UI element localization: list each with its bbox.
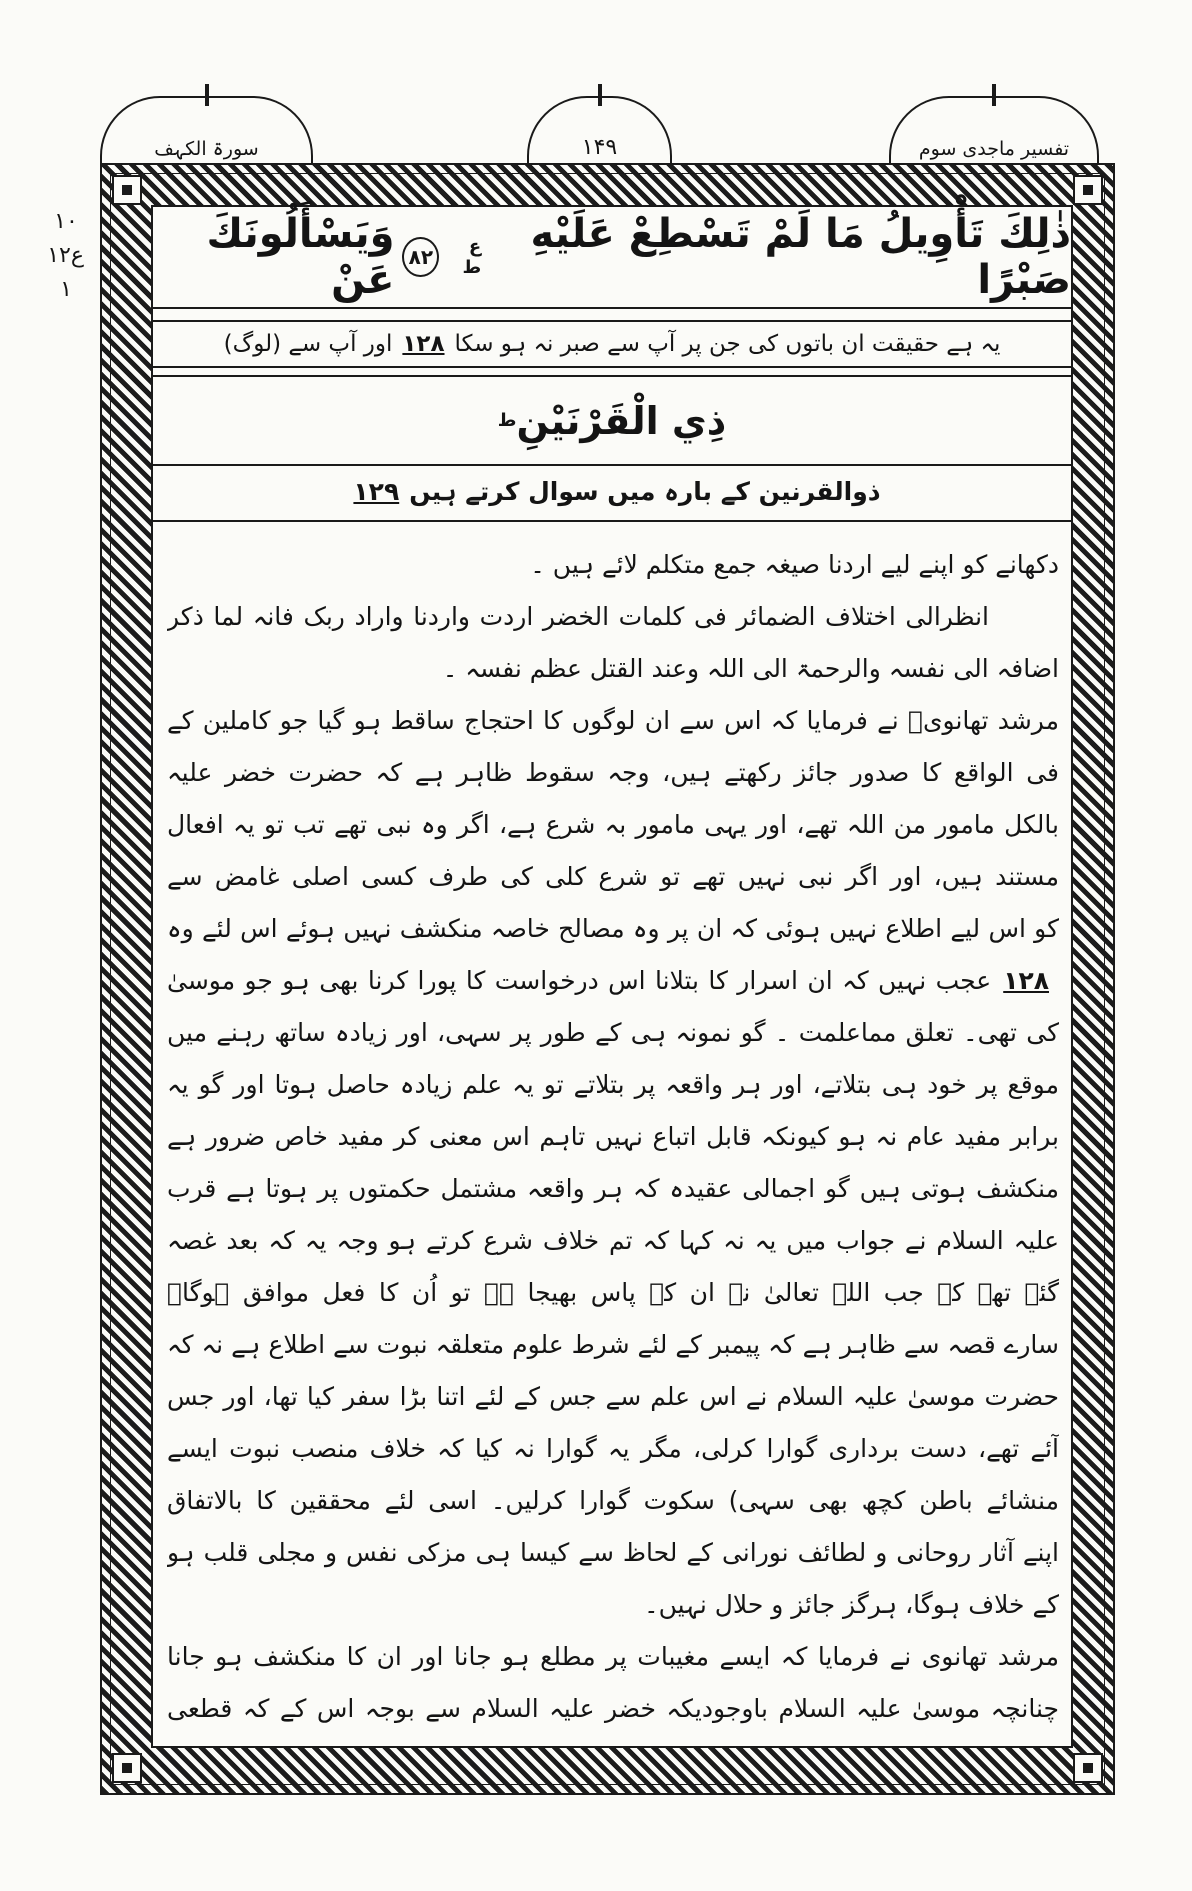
body-line: موقع پر خود ہی بتلاتے، اور ہر واقعہ پر بتلاتے تو یہ علم زیادہ حاصل ہوتا اور گو یہ — [167, 1070, 1059, 1099]
body-line: چنانچہ موسیٰ علیہ السلام باوجودیکہ خضر علیہ السلام سے بوجہ اس کے کہ قطعی — [167, 1694, 1059, 1723]
body-line: دکھانے کو اپنے لیے اردنا صیغہ جمع متکلم لائے ہیں ۔ — [530, 550, 1059, 579]
header-tab-book — [889, 96, 1099, 166]
translation-text: ذوالقرنین کے بارہ میں سوال کرتے ہیں — [409, 476, 881, 506]
body-line: مستند ہیں، اور اگر نبی نہیں تھے تو شرع کلی کی طرف کسی اصلی غامض سے — [167, 862, 1059, 891]
body-line: کو اس لیے اطلاع نہیں ہوئی کہ ان پر وہ مصالح خاصہ منکشف نہیں ہوئے اس لئے وہ — [167, 914, 1059, 943]
body-line: علیہ السلام نے جواب میں یہ نہ کہا کہ تم خلاف شرع کرتے ہو وجہ یہ کہ بعد غصہ — [167, 1226, 1059, 1255]
body-line: اضافہ الی نفسہ والرحمۃ الی اللہ وعند القتل عظم نفسہ ۔ — [442, 654, 1059, 683]
ruku-mark: ع ط — [462, 236, 482, 278]
quran-text-2: وَيَسْأَلُونَكَ عَنْ — [206, 211, 395, 303]
ayah-number: ۸۲ — [402, 237, 439, 277]
corner-ornament — [112, 175, 142, 205]
book-title: تفسیر ماجدی سوم — [918, 138, 1070, 160]
corner-ornament — [1073, 175, 1103, 205]
margin-note-top: ۱۰ — [54, 209, 78, 234]
waqf-mark: ط — [497, 410, 517, 431]
body-line: اپنے آثار روحانی و لطائف نورانی کے لحاظ سے کیسا ہی مزکی نفس و مجلی قلب ہو — [167, 1538, 1059, 1567]
quran-text-1: ذٰلِكَ تَأْوِيلُ مَا لَمْ تَسْطِعْ عَلَيْهِ صَبْرًا — [530, 211, 1071, 303]
translation-text: یہ ہے حقیقت ان باتوں کی جن پر آپ سے صبر نہ ہو سکا — [454, 331, 1001, 357]
corner-ornament — [112, 1753, 142, 1783]
quran-heading — [153, 375, 1071, 466]
heading-text: ذِي الْقَرْنَيْنِ — [516, 398, 727, 443]
body-line: مرشد تھانویؒ نے فرمایا کہ اس سے ان لوگوں کا احتجاج ساقط ہو گیا جو کاملین کے — [167, 706, 1059, 735]
translation-text-2: اور آپ سے (لوگ) — [223, 331, 393, 357]
body-line: مرشد تھانوی نے فرمایا کہ ایسے مغیبات پر مطلع ہو جانا اور ان کا منکشف ہو جانا — [167, 1642, 1059, 1671]
page-number: ۱۴۹ — [581, 135, 618, 160]
body-line: برابر مفید عام نہ ہو کیونکہ قابل اتباع نہیں تاہم اس معنی کر مفید خاص ضرور ہے — [167, 1122, 1059, 1151]
footnote-number: ۱۲۸ — [1003, 966, 1049, 995]
margin-ruku-note — [48, 205, 84, 307]
quran-verse — [153, 207, 1071, 309]
commentary-body — [167, 539, 1059, 1735]
body-line: حضرت موسیٰ علیہ السلام نے اس علم سے جس کے لئے اتنا بڑا سفر کیا تھا، اور جس — [167, 1382, 1059, 1411]
margin-note-bottom: ۱ — [60, 277, 72, 302]
body-line: گئے تھے کہ جب اللہ تعالیٰ نے ان کے پاس بھیجا ہے تو اُن کا فعل موافق ہوگا۔ — [167, 1278, 1059, 1307]
margin-note-middle: ع۱۲ — [47, 243, 84, 268]
corner-ornament — [1073, 1753, 1103, 1783]
body-line: منکشف ہوتی ہیں گو اجمالی عقیدہ کہ ہر واقعہ مشتمل حکمتوں پر ہوتا ہے قرب — [167, 1174, 1059, 1203]
surah-name: سورۃ الکہف — [154, 138, 259, 160]
body-line: سارے قصہ سے ظاہر ہے کہ پیمبر کے لئے شرط علوم متعلقہ نبوت سے اطلاع ہے نہ کہ — [167, 1330, 1059, 1359]
header-tab-surah — [100, 96, 313, 166]
body-line: کے خلاف ہوگا، ہرگز جائز و حلال نہیں۔ — [643, 1590, 1059, 1619]
page-content — [151, 205, 1073, 1748]
translation-row — [153, 320, 1071, 368]
body-line: کی تھی۔ تعلق مماعلمت ۔ گو نمونہ ہی کے طور پر سہی، اور زیادہ ساتھ رہنے میں — [167, 1018, 1059, 1047]
body-line-text: عجب نہیں کہ ان اسرار کا بتلانا اس درخواست کا پورا کرنا بھی ہو جو موسیٰ — [167, 966, 992, 995]
footnote-ref: ۱۲۸ — [402, 331, 445, 357]
translation-row-2 — [153, 462, 1071, 522]
body-line: آئے تھے، دست برداری گوارا کرلی، مگر یہ گوارا نہ کیا کہ خلاف منصب نبوت ایسے — [167, 1434, 1059, 1463]
body-line: بالکل مامور من اللہ تھے، اور یہی مامور بہ شرع ہے، اگر وہ نبی تھے تب تو یہ افعال — [167, 810, 1059, 839]
body-line: فی الواقع کا صدور جائز رکھتے ہیں، وجہ سقوط ظاہر ہے کہ حضرت خضر علیہ — [167, 758, 1059, 787]
body-line-footnote-128 — [167, 955, 1059, 1007]
body-line: انظرالی اختلاف الضمائر فی کلمات الخضر اردت واردنا واراد ربک فانہ لما ذکر — [167, 602, 989, 631]
footnote-ref: ۱۲۹ — [353, 476, 400, 506]
header-tab-page — [527, 96, 672, 166]
body-line: منشائے باطن کچھ بھی سہی) سکوت گوارا کرلیں۔ اسی لئے محققین کا بالاتفاق — [167, 1486, 1059, 1515]
